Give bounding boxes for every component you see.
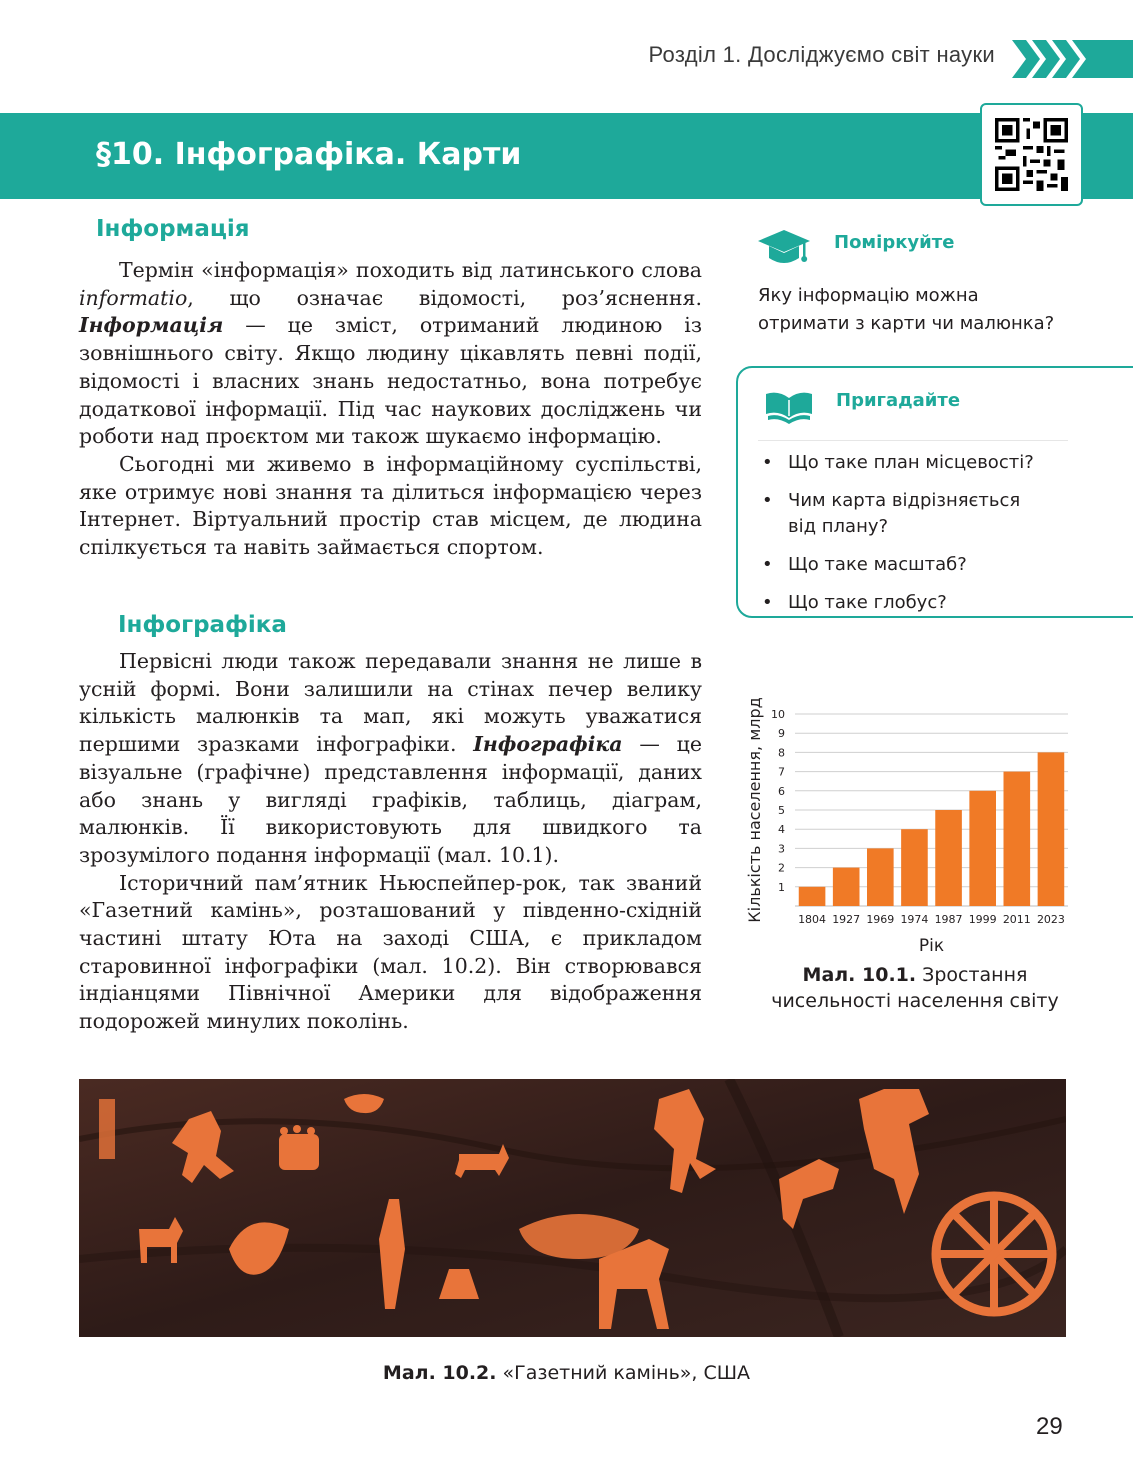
x-tick-label: 1999 (968, 913, 997, 926)
figure-1-caption: Мал. 10.1. Зростання чисельності населення світу (771, 964, 1059, 1012)
heading-infographics: Інфографіка (118, 612, 287, 638)
y-tick-label: 7 (778, 765, 785, 779)
x-tick-label: 2023 (1036, 913, 1065, 926)
remember-title: Пригадайте (836, 390, 961, 411)
bar-1999 (969, 791, 996, 906)
y-tick-label: 10 (771, 708, 785, 721)
x-tick-label: 2011 (1002, 913, 1031, 926)
ponder-question: Яку інформацію можна отримати з карти чи малюнка? (758, 285, 1055, 334)
y-tick-label: 1 (778, 880, 785, 894)
y-tick-label: 9 (778, 727, 785, 741)
graduation-cap-icon (758, 228, 810, 268)
infographics-paragraph-2: Історичний пам’ятник Ньюспейпер-рок, так званий «Газетний камінь», розташований у південно-східній частині штату Юта на заході США, є прикладом старовинної інфографіки (мал. 10.2). Він створювався індіанцями Північної Америки для відображення подорожей минулих поколінь. (79, 870, 702, 1034)
bar-1804 (799, 887, 826, 906)
y-tick-label: 5 (778, 804, 785, 817)
ponder-title: Поміркуйте (834, 232, 955, 253)
information-paragraph-1: Термін «інформація» походить від латинського слова informatio, що означає відомості, роз’яснення. Інформація — це зміст, отриманий людиною із зовнішнього світу. Якщо людину цікавлять певні події, відомості і власних знань недостатньо, вона потребує додаткової інформації. Під час наукових досліджень чи роботи над проєктом ми також шукаємо інформацію. (79, 258, 702, 449)
bar-2011 (1004, 772, 1031, 906)
chevron-arrows-icon (1012, 40, 1133, 78)
x-tick-label: 1804 (798, 913, 827, 926)
bar-chart (740, 690, 1080, 960)
x-tick-label: 1987 (934, 913, 963, 926)
books-icon (764, 386, 814, 426)
x-tick-label: 1927 (832, 913, 861, 926)
y-tick-label: 4 (778, 823, 785, 837)
x-tick-label: 1969 (866, 913, 895, 926)
running-head: Розділ 1. Досліджуємо світ науки (648, 42, 995, 67)
bar-1969 (867, 848, 894, 906)
y-tick-label: 6 (778, 784, 785, 798)
list-item: • Що таке глобус? (760, 590, 1040, 616)
infographics-paragraph-1: Первісні люди також передавали знання не лише в усній формі. Вони залишили на стінах печер велику кількість малюнків та мап, які можуть уважатися першими зразками інфографіки. Інфографіка — це візуальне (графічне) представлення інформації, даних або знань у вигляді графіків, таблиць, діаграм, малюнків. Її використовують для швидкого та зрозумілого подання інформації (мал. 10.1). (79, 649, 702, 867)
list-item: • Що таке план місцевості? (760, 450, 1040, 476)
x-tick-label: 1974 (900, 913, 929, 926)
information-paragraph-2: Сьогодні ми живемо в інформаційному суспільстві, яке отримує нові знання та ділиться інформацією через Інтернет. Віртуальний простір став місцем, де людина спілкується та навіть займається спортом. (79, 451, 702, 560)
bar-2023 (1038, 752, 1065, 906)
figure-2-caption: Мал. 10.2. «Газетний камінь», США (382, 1362, 751, 1384)
y-tick-label: 2 (778, 861, 785, 875)
bar-1927 (833, 868, 860, 906)
infographics-text (79, 648, 702, 1036)
petroglyph-image (79, 1079, 1066, 1337)
y-axis-label: Кількість населення, млрд (745, 697, 764, 923)
list-item: • Чим карта відрізняється від плану? (760, 488, 1040, 540)
petroglyph-rock-photo (79, 1079, 1066, 1337)
page-number: 29 (1036, 1413, 1063, 1440)
bar-1974 (901, 829, 928, 906)
bar-1987 (935, 810, 962, 906)
list-item: • Що таке масштаб? (760, 552, 1040, 578)
section-title: §10. Інфографіка. Карти (96, 137, 522, 172)
x-axis-label: Рік (918, 936, 945, 956)
heading-information: Інформація (96, 216, 250, 242)
remember-list (760, 438, 1040, 616)
section-banner (0, 113, 1133, 199)
remember-box (736, 366, 1133, 618)
qr-code-icon (995, 118, 1068, 191)
information-text (79, 257, 702, 562)
y-tick-label: 8 (778, 746, 785, 760)
y-tick-label: 3 (778, 842, 785, 856)
population-chart (740, 690, 1080, 960)
qr-code[interactable] (980, 103, 1083, 206)
